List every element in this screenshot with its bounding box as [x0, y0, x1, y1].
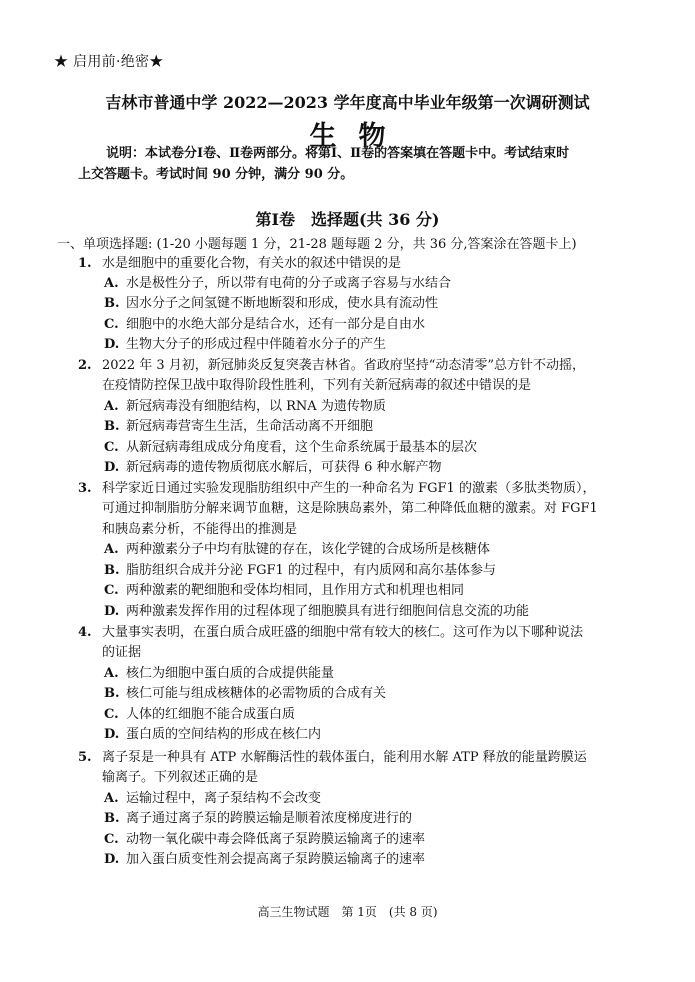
- subject-title: 生物: [309, 121, 408, 152]
- question-4: [78, 623, 583, 643]
- option-b: B. 脂肪组织合成并分泌 FGF1 的过程中，有内质网和高尔基体参与: [104, 563, 496, 578]
- confidential-mark: ★ 启用前·绝密★: [54, 54, 164, 70]
- option-d: D. 新冠病毒的遗传物质彻底水解后，可获得 6 种水解产物: [104, 460, 442, 475]
- section-title: 第Ⅰ卷 选择题(共 36 分): [255, 210, 440, 229]
- option-a: A. 运输过程中，离子泵结构不会改变: [104, 791, 322, 806]
- option-a: A. 两种激素分子中均有肽键的存在，该化学键的合成场所是核糖体: [104, 542, 491, 557]
- option-d: D. 加入蛋白质变性剂会提高离子泵跨膜运输离子的速率: [104, 852, 426, 867]
- question-number: 1.: [78, 256, 92, 271]
- question-number: 2.: [78, 358, 92, 373]
- option-c: C. 细胞中的水绝大部分是结合水，还有一部分是自由水: [104, 317, 426, 332]
- option-a: A. 新冠病毒没有细胞结构，以 RNA 为遗传物质: [104, 399, 386, 414]
- option-d: D. 生物大分子的形成过程中伴随着水分子的产生: [104, 337, 387, 352]
- question-stem: 2022 年 3 月初，新冠肺炎反复突袭吉林省。省政府坚持“动态清零”总方针不动摇，: [102, 358, 586, 373]
- option-c: C. 人体的红细胞不能合成蛋白质: [104, 707, 296, 722]
- exam-title: 吉林市普通中学 2022—2023 学年度高中毕业年级第一次调研测试: [105, 93, 590, 112]
- question-stem: 大量事实表明，在蛋白质合成旺盛的细胞中常有较大的核仁。这可作为以下哪种说法: [102, 625, 584, 640]
- option-b: B. 因水分子之间氢键不断地断裂和形成，使水具有流动性: [104, 296, 439, 311]
- question-number: 4.: [78, 625, 92, 640]
- question-3: [78, 479, 595, 499]
- question-stem-continued: 输离子。下列叙述正确的是: [102, 770, 259, 785]
- question-stem-continued: 的证据: [102, 645, 142, 660]
- question-1: [78, 254, 401, 274]
- option-a: A. 水是极性分子，所以带有电荷的分子或离子容易与水结合: [104, 276, 452, 291]
- page-footer: 高三生物试题 第 1页 (共 8 页): [257, 905, 438, 919]
- question-stem-continued: 和胰岛素分析，不能得出的推测是: [102, 522, 298, 537]
- question-stem: 水是细胞中的重要化合物，有关水的叙述中错误的是: [102, 256, 402, 271]
- question-stem: 离子泵是一种具有 ATP 水解酶活性的载体蛋白，能利用水解 ATP 释放的能量跨膜运: [102, 750, 587, 765]
- question-stem-continued: 在疫情防控保卫战中取得阶段性胜利，下列有关新冠病毒的叙述中错误的是: [102, 378, 532, 393]
- question-5: [78, 748, 587, 768]
- option-d: D. 蛋白质的空间结构的形成在核仁内: [104, 727, 322, 742]
- question-number: 3.: [78, 481, 92, 496]
- option-a: A. 核仁为细胞中蛋白质的合成提供能量: [104, 666, 335, 681]
- question-stem-continued: 可通过抑制脂肪分解来调节血糖，这是除胰岛素外，第二种降低血糖的激素。对 FGF1: [102, 501, 598, 516]
- exam-instructions: [78, 143, 638, 185]
- option-b: B. 离子通过离子泵的跨膜运输是顺着浓度梯度进行的: [104, 811, 413, 826]
- question-2: [78, 356, 585, 376]
- option-d: D. 两种激素发挥作用的过程体现了细胞膜具有进行细胞间信息交流的功能: [104, 604, 530, 619]
- option-c: C. 动物一氧化碳中毒会降低离子泵跨膜运输离子的速率: [104, 832, 426, 847]
- option-c: C. 两种激素的靶细胞和受体均相同，且作用方式和机理也相同: [104, 583, 465, 598]
- option-c: C. 从新冠病毒组成成分角度看，这个生命系统属于最基本的层次: [104, 440, 478, 455]
- question-number: 5.: [78, 750, 92, 765]
- instructions-line: 上交答题卡。考试时间 90 分钟，满分 90 分。: [78, 167, 354, 182]
- instructions-line: 说明：本试卷分Ⅰ卷、Ⅱ卷两部分。将第Ⅰ、Ⅱ卷的答案填在答题卡中。考试结束时: [106, 146, 570, 161]
- part-note: 一、单项选择题: (1-20 小题每题 1 分，21-28 题每题 2 分，共 36 分,答案涂在答题卡上): [57, 237, 577, 252]
- option-b: B. 新冠病毒营寄生生活，生命活动离不开细胞: [104, 419, 374, 434]
- question-stem: 科学家近日通过实验发现脂肪组织中产生的一种命名为 FGF1 的激素（多肽类物质），: [102, 481, 596, 496]
- option-b: B. 核仁可能与组成核糖体的必需物质的合成有关: [104, 686, 387, 701]
